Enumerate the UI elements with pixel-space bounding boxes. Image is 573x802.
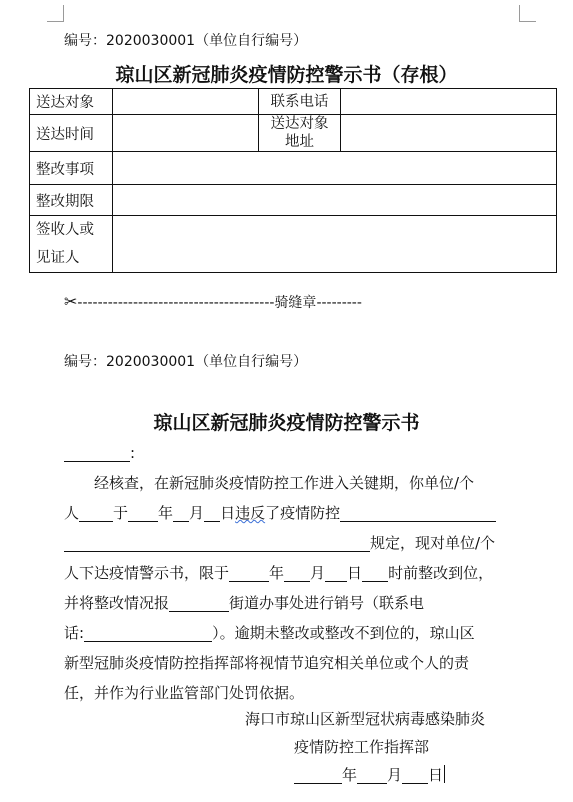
body-text: 人下达疫情警示书，限于 — [64, 564, 230, 582]
deadline-label: 整改期限 — [30, 185, 113, 216]
body-text: 话: — [64, 624, 85, 642]
witness-label-line2: 见证人 — [36, 250, 80, 266]
recipient-label: 送达对象 — [30, 89, 113, 115]
issue-day-blank[interactable] — [402, 765, 428, 784]
body-text: 时前整改到位， — [388, 564, 494, 582]
body-text: ）。逾期未整改或整改不到位的，琼山区 — [212, 624, 475, 642]
stub-serial-number: 编号：2020030001（单位自行编号） — [64, 33, 308, 49]
street-office-blank[interactable] — [169, 593, 229, 612]
delivery-time-field[interactable] — [113, 115, 259, 152]
issue-month-blank[interactable] — [357, 765, 387, 784]
witness-label-line1: 签收人或 — [36, 222, 94, 238]
date-year-label: 年 — [342, 766, 358, 784]
body-line-6 — [64, 618, 522, 648]
deadline-year-blank[interactable] — [229, 563, 269, 582]
witness-field[interactable] — [113, 216, 557, 273]
body-text: 月 — [189, 504, 205, 522]
salutation-colon: : — [130, 444, 136, 462]
issue-date — [294, 764, 445, 785]
body-line-7: 新型冠肺炎疫情防控指挥部将视情节追究相关单位或个人的责 — [64, 654, 470, 672]
issuer-line-2: 疫情防控工作指挥部 — [294, 738, 430, 756]
spellcheck-word: 违反 — [235, 504, 266, 522]
table-row — [30, 115, 557, 152]
body-text: 并将整改情况报 — [64, 594, 170, 612]
body-line-4 — [64, 558, 522, 588]
body-line-5 — [64, 588, 522, 618]
notice-body — [64, 438, 522, 708]
scissors-icon: ✂ — [64, 292, 78, 311]
phone-label: 联系电话 — [259, 89, 341, 115]
date-month-label: 月 — [387, 766, 403, 784]
cut-dashes-right: --------- — [316, 295, 362, 311]
body-text: 日 — [220, 504, 236, 522]
body-text: 日 — [347, 564, 363, 582]
perforation-line — [64, 292, 362, 312]
salutation-line — [64, 438, 522, 468]
deadline-month-blank[interactable] — [284, 563, 310, 582]
contact-phone-blank[interactable] — [84, 623, 212, 642]
body-text: 规定，现对单位/个 — [370, 534, 496, 552]
party-blank[interactable] — [79, 503, 113, 522]
witness-label — [30, 216, 113, 273]
regulation-blank[interactable] — [340, 503, 496, 522]
issue-field[interactable] — [113, 152, 557, 185]
deadline-day-blank[interactable] — [325, 563, 347, 582]
page-corner-mark-left — [47, 5, 64, 22]
issue-year-blank[interactable] — [294, 765, 342, 784]
body-text: 人 — [64, 504, 80, 522]
body-line-8: 任，并作为行业监管部门处罚依据。 — [64, 684, 305, 702]
notice-title: 琼山区新冠肺炎疫情防控警示书 — [153, 412, 420, 434]
address-field[interactable] — [341, 115, 557, 152]
body-text: 于 — [113, 504, 129, 522]
body-text: 了疫情防控 — [265, 504, 341, 522]
violation-year-blank[interactable] — [128, 503, 158, 522]
table-row — [30, 216, 557, 273]
cut-dashes-left: --------------------------------------- — [77, 295, 275, 311]
table-row — [30, 152, 557, 185]
address-label-line1: 送达对象 — [270, 116, 329, 132]
seal-label: 骑缝章 — [274, 295, 317, 311]
body-text: 年 — [269, 564, 285, 582]
issue-label: 整改事项 — [30, 152, 113, 185]
deadline-field[interactable] — [113, 185, 557, 216]
address-label-line2: 地址 — [285, 134, 314, 150]
address-label — [259, 115, 341, 152]
body-text: 街道办事处进行销号（联系电 — [229, 594, 425, 612]
page-corner-mark-right — [519, 5, 536, 22]
body-line-1: 经核查，在新冠肺炎疫情防控工作进入关键期，你单位/个 — [94, 474, 475, 492]
issuer-line-1: 海口市琼山区新型冠状病毒感染肺炎 — [245, 710, 486, 728]
stub-title: 琼山区新冠肺炎疫情防控警示书（存根） — [115, 64, 458, 86]
date-day-label: 日 — [428, 766, 444, 784]
body-text: 月 — [310, 564, 326, 582]
body-text: 年 — [158, 504, 174, 522]
addressee-blank[interactable] — [64, 443, 130, 462]
delivery-time-label: 送达时间 — [30, 115, 113, 152]
violation-day-blank[interactable] — [204, 503, 220, 522]
stub-table — [29, 88, 557, 273]
phone-field[interactable] — [341, 89, 557, 115]
notice-serial-number: 编号：2020030001（单位自行编号） — [64, 354, 308, 370]
violation-month-blank[interactable] — [173, 503, 189, 522]
deadline-hour-blank[interactable] — [362, 563, 388, 582]
body-line-2 — [64, 498, 522, 528]
recipient-field[interactable] — [113, 89, 259, 115]
text-cursor — [444, 765, 445, 783]
table-row — [30, 185, 557, 216]
table-row — [30, 89, 557, 115]
body-line-3 — [64, 528, 522, 558]
regulation-blank-cont[interactable] — [64, 533, 370, 552]
